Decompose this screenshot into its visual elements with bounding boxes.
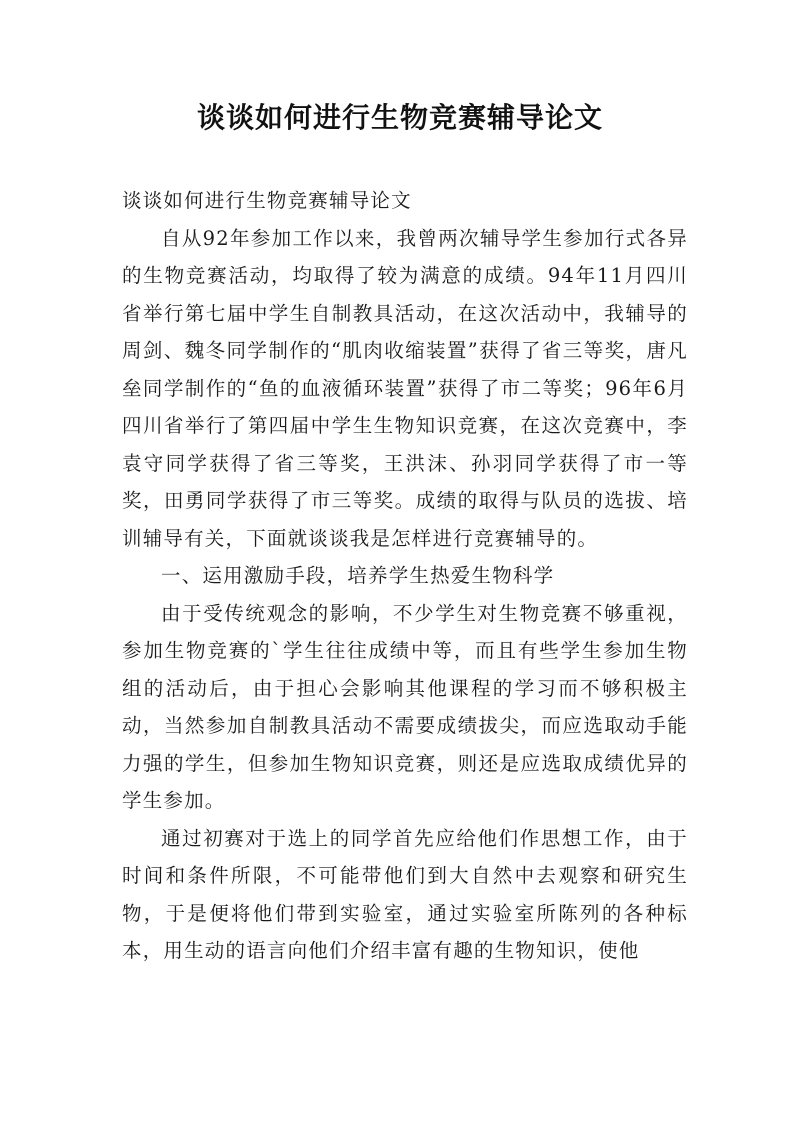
document-title: 谈谈如何进行生物竞赛辅导论文: [196, 101, 603, 134]
document-body: [122, 182, 688, 970]
section-heading: 一、运用激励手段，培养学生热爱生物科学: [161, 564, 555, 587]
paragraph-intro: 自从92年参加工作以来，我曾两次辅导学生参加行式各异的生物竞赛活动，均取得了较为满意的成绩。94年11月四川省举行第七届中学生自制教具活动，在这次活动中，我辅导的周剑、魏冬同学制作的“肌肉收缩装置”获得了省三等奖，唐凡垒同学制作的“鱼的血液循环装置”获得了市二等奖；96年6月四川省举行了第四届中学生生物知识竞赛，在这次竞赛中，李袁守同学获得了省三等奖，王洪沫、孙羽同学获得了市一等奖，田勇同学获得了市三等奖。成绩的取得与队员的选拔、培训辅导有关，下面就谈谈我是怎样进行竞赛辅导的。: [122, 226, 688, 550]
paragraph-training: 通过初赛对于选上的同学首先应给他们作思想工作，由于时间和条件所限，不可能带他们到大自然中去观察和研究生物，于是便将他们带到实验室，通过实验室所陈列的各种标本，用生动的语言向他们介绍丰富有趣的生物知识，使他: [122, 826, 688, 962]
subtitle-paragraph: 谈谈如何进行生物竞赛辅导论文: [122, 189, 412, 212]
paragraph-motivation: 由于受传统观念的影响，不少学生对生物竞赛不够重视，参加生物竞赛的`学生往往成绩中等，而且有些学生参加生物组的活动后，由于担心会影响其他课程的学习而不够积极主动，当然参加自制教具活动不需要成绩拔尖，而应选取动手能力强的学生，但参加生物知识竞赛，则还是应选取成绩优异的学生参加。: [122, 601, 688, 812]
